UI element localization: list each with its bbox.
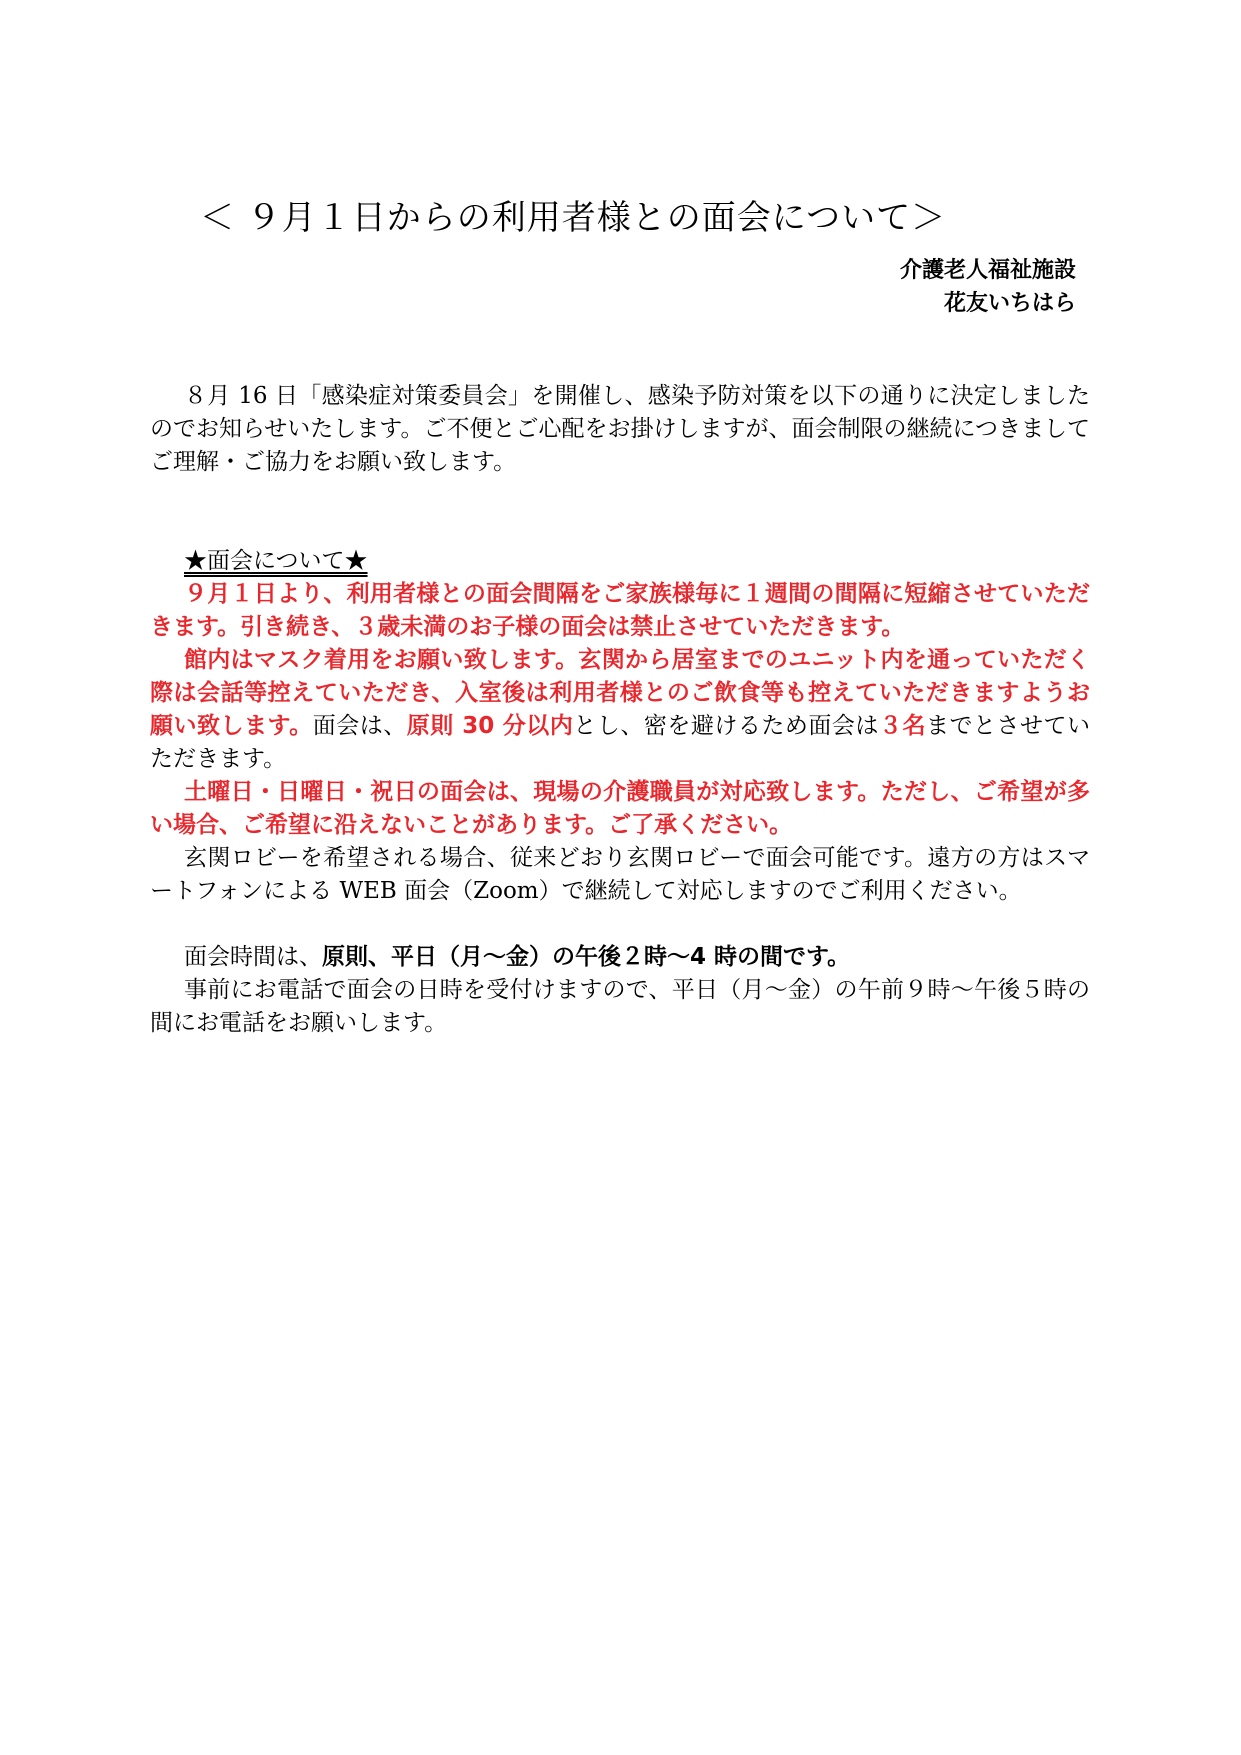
- weekend-paragraph: 土曜日・日曜日・祝日の面会は、現場の介護職員が対応致します。ただし、ご希望が多い場合、ご希望に沿えないことがあります。ご了承ください。: [150, 779, 1090, 838]
- capacity-tail-text: までとさせていただきます。: [150, 713, 1090, 772]
- organization-block: [900, 254, 1076, 320]
- reservation-paragraph: 事前にお電話で面会の日時を受付けますので、平日（月～金）の午前９時～午後５時の間にお電話をお願いします。: [150, 977, 1090, 1036]
- capacity-lead-text: とし、密を避けるため面会は: [573, 713, 879, 739]
- visiting-hours-text: 原則、平日（月～金）の午後２時～4 時の間です。: [322, 944, 851, 970]
- capacity-text: ３名: [878, 713, 926, 739]
- page-title: ＜ ９月１日からの利用者様との面会について＞: [200, 198, 947, 238]
- lobby-paragraph: 玄関ロビーを希望される場合、従来どおり玄関ロビーで面会可能です。遠方の方はスマートフォンによる WEB 面会（Zoom）で継続して対応しますのでご利用ください。: [150, 845, 1090, 904]
- intro-paragraph: ８月 16 日「感染症対策委員会」を開催し、感染予防対策を以下の通りに決定しましたのでお知らせいたします。ご不便とご心配をお掛けしますが、面会制限の継続につきましてご理解・ご協力をお願い致します。: [150, 383, 1091, 475]
- visiting-hours-lead: 面会時間は、: [184, 944, 322, 970]
- mask-paragraph: [150, 644, 1090, 776]
- duration-lead-text: 面会は、: [312, 713, 407, 739]
- spacer: [150, 479, 1090, 545]
- document-body: [150, 380, 1090, 1040]
- mask-rule-text: 館内はマスク着用をお願い致します。玄関から居室までのユニット内を通っていただく際は会話等控えていただき、入室後は利用者様とのご飲食等も控えていただきますようお願い致します。: [150, 647, 1090, 739]
- section-heading: ★面会について★: [184, 548, 368, 574]
- organization-type: 介護老人福祉施設: [899, 258, 1076, 283]
- organization-name: 花友いちはら: [943, 291, 1076, 316]
- visiting-hours-paragraph: [150, 941, 1090, 974]
- duration-text: 原則 30 分以内: [406, 713, 574, 739]
- spacer: [150, 908, 1090, 941]
- interval-paragraph: ９月１日より、利用者様との面会間隔をご家族様毎に１週間の間隔に短縮させていただきます。引き続き、３歳未満のお子様の面会は禁止させていただきます。: [150, 581, 1090, 640]
